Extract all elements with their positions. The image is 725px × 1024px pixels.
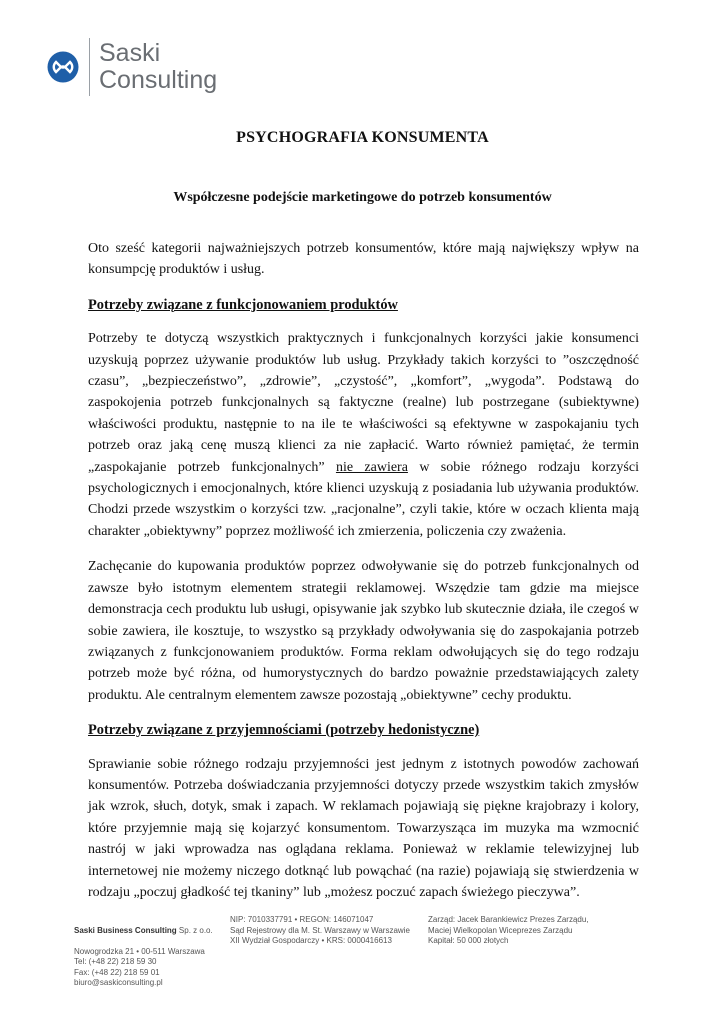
footer-address: Nowogrodzka 21 • 00-511 Warszawa Tel: (+48 22) 218 59 30 Fax: (+48 22) 218 59 01 biuro@saskiconsulting.pl — [74, 946, 205, 987]
section-hedonistic-paragraph-1: Sprawianie sobie różnego rodzaju przyjemności jest jednym z istotnych powodów zachowań konsumentów. Potrzeba doświadczania przyjemności dotyczy przede wszystkim takich zmysłów jak wzrok, słuch, dotyk, smak i zapach. W reklamach pojawiają się piękne krajobrazy i kolory, które przyjemnie mają się kojarzyć konsumentom. Towarzysząca im muzyka ma wzmocnić nastrój w jaki wprowadza nas oglądana reklama. Ponieważ w reklamie telewizyjnej lub internetowej nie możemy niczego dotknąć lub powąchać (na razie) pojawiają się stwierdzenia w rodzaju „poczuj gładkość tej tkaniny” lub „możesz poczuć zapach świeżego pieczywa”. — [88, 756, 639, 900]
page-title: PSYCHOGRAFIA KONSUMENTA — [236, 129, 489, 146]
footer-company-name — [74, 926, 230, 937]
logo-knot-icon — [47, 51, 79, 83]
text-span: Potrzeby te dotyczą wszystkich praktycznych i funkcjonalnych korzyści jakie konsumenci uzyskują poprzez używanie produktów lub usług. Przykłady takich korzyści to ”oszczędność czasu”, „bezpieczeństwo”, „zdrowie”, „czystość”, „komfort”, „wygoda”. Podstawą do zaspokojenia potrzeb funkcjonalnych są faktyczne (realne) lub postrzegane (subiektywne) właściwości produktu, następnie to na ile te właściwości są efektywne w zaspokajaniu tych potrzeb oraz jaką cenę muszą klienci za nie zapłacić. Warto również pamiętać, że termin „zaspokajanie potrzeb funkcjonalnych” — [88, 331, 639, 475]
logo-line-2: Consulting — [99, 66, 218, 94]
company-logo — [47, 38, 217, 96]
footer-board-column: Zarząd: Jacek Barankiewicz Prezes Zarządu, Maciej Wielkopolan Wiceprezes Zarządu Kapitał: 50 000 złotych — [428, 915, 589, 945]
footer-company-bold: Saski Business Consulting — [74, 925, 177, 935]
footer-registration-column: NIP: 7010337791 • REGON: 146071047 Sąd Rejestrowy dla M. St. Warszawy w Warszawie XII Wydział Gospodarczy • KRS: 0000416613 — [230, 915, 410, 945]
section-functional-paragraph-2: Zachęcanie do kupowania produktów poprzez odwoływanie się do potrzeb funkcjonalnych od zawsze było istotnym elementem strategii reklamowej. Wszędzie tam gdzie ma miejsce demonstracja cech produktu lub usługi, opisywanie jak szybko lub skutecznie działa, ile czegoś w sobie zawiera, ile kosztuje, to wszystko są przykłady odwoływania się do zaspokajania potrzeb związanych z funkcjonowaniem produktów. Forma reklam odwołujących się do tego rodzaju potrzeb może być różna, od humorystycznych do bardzo poważnie przedstawiających zalety produktu. Ale centralnym elementem zawsze pozostają „obiektywne” cechy produktu. — [88, 559, 639, 703]
logo-line-1: Saski — [99, 39, 161, 67]
footer-company-suffix: Sp. z o.o. — [176, 925, 213, 935]
logo-separator — [89, 38, 90, 96]
section-functional-paragraph-1 — [88, 328, 639, 542]
section-heading-hedonistic: Potrzeby związane z przyjemnościami (potrzeby hedonistyczne) — [88, 722, 480, 739]
underlined-text: nie zawiera — [335, 459, 408, 475]
document-body — [88, 238, 639, 917]
text-span: w sobie różnego rodzaju korzyści psychologicznych i emocjonalnych, które klienci uzyskują z posiadania lub używania produktów. Chodzi przede wszystkim o korzyści tzw. „racjonalne”, czyli takie, które w oczach klienta mają charakter „obiektywny” poprzez możliwość ich zmierzenia, policzenia czy zważenia. — [88, 459, 639, 539]
intro-paragraph: Oto sześć kategorii najważniejszych potrzeb konsumentów, które mają największy wpływ na konsumpcję produktów i usług. — [88, 241, 639, 278]
page-footer — [74, 915, 674, 999]
page-subtitle: Współczesne podejście marketingowe do potrzeb konsumentów — [173, 190, 552, 205]
logo-text — [99, 40, 217, 94]
section-heading-functional: Potrzeby związane z funkcjonowaniem produktów — [88, 296, 398, 313]
footer-company-column — [74, 915, 230, 999]
